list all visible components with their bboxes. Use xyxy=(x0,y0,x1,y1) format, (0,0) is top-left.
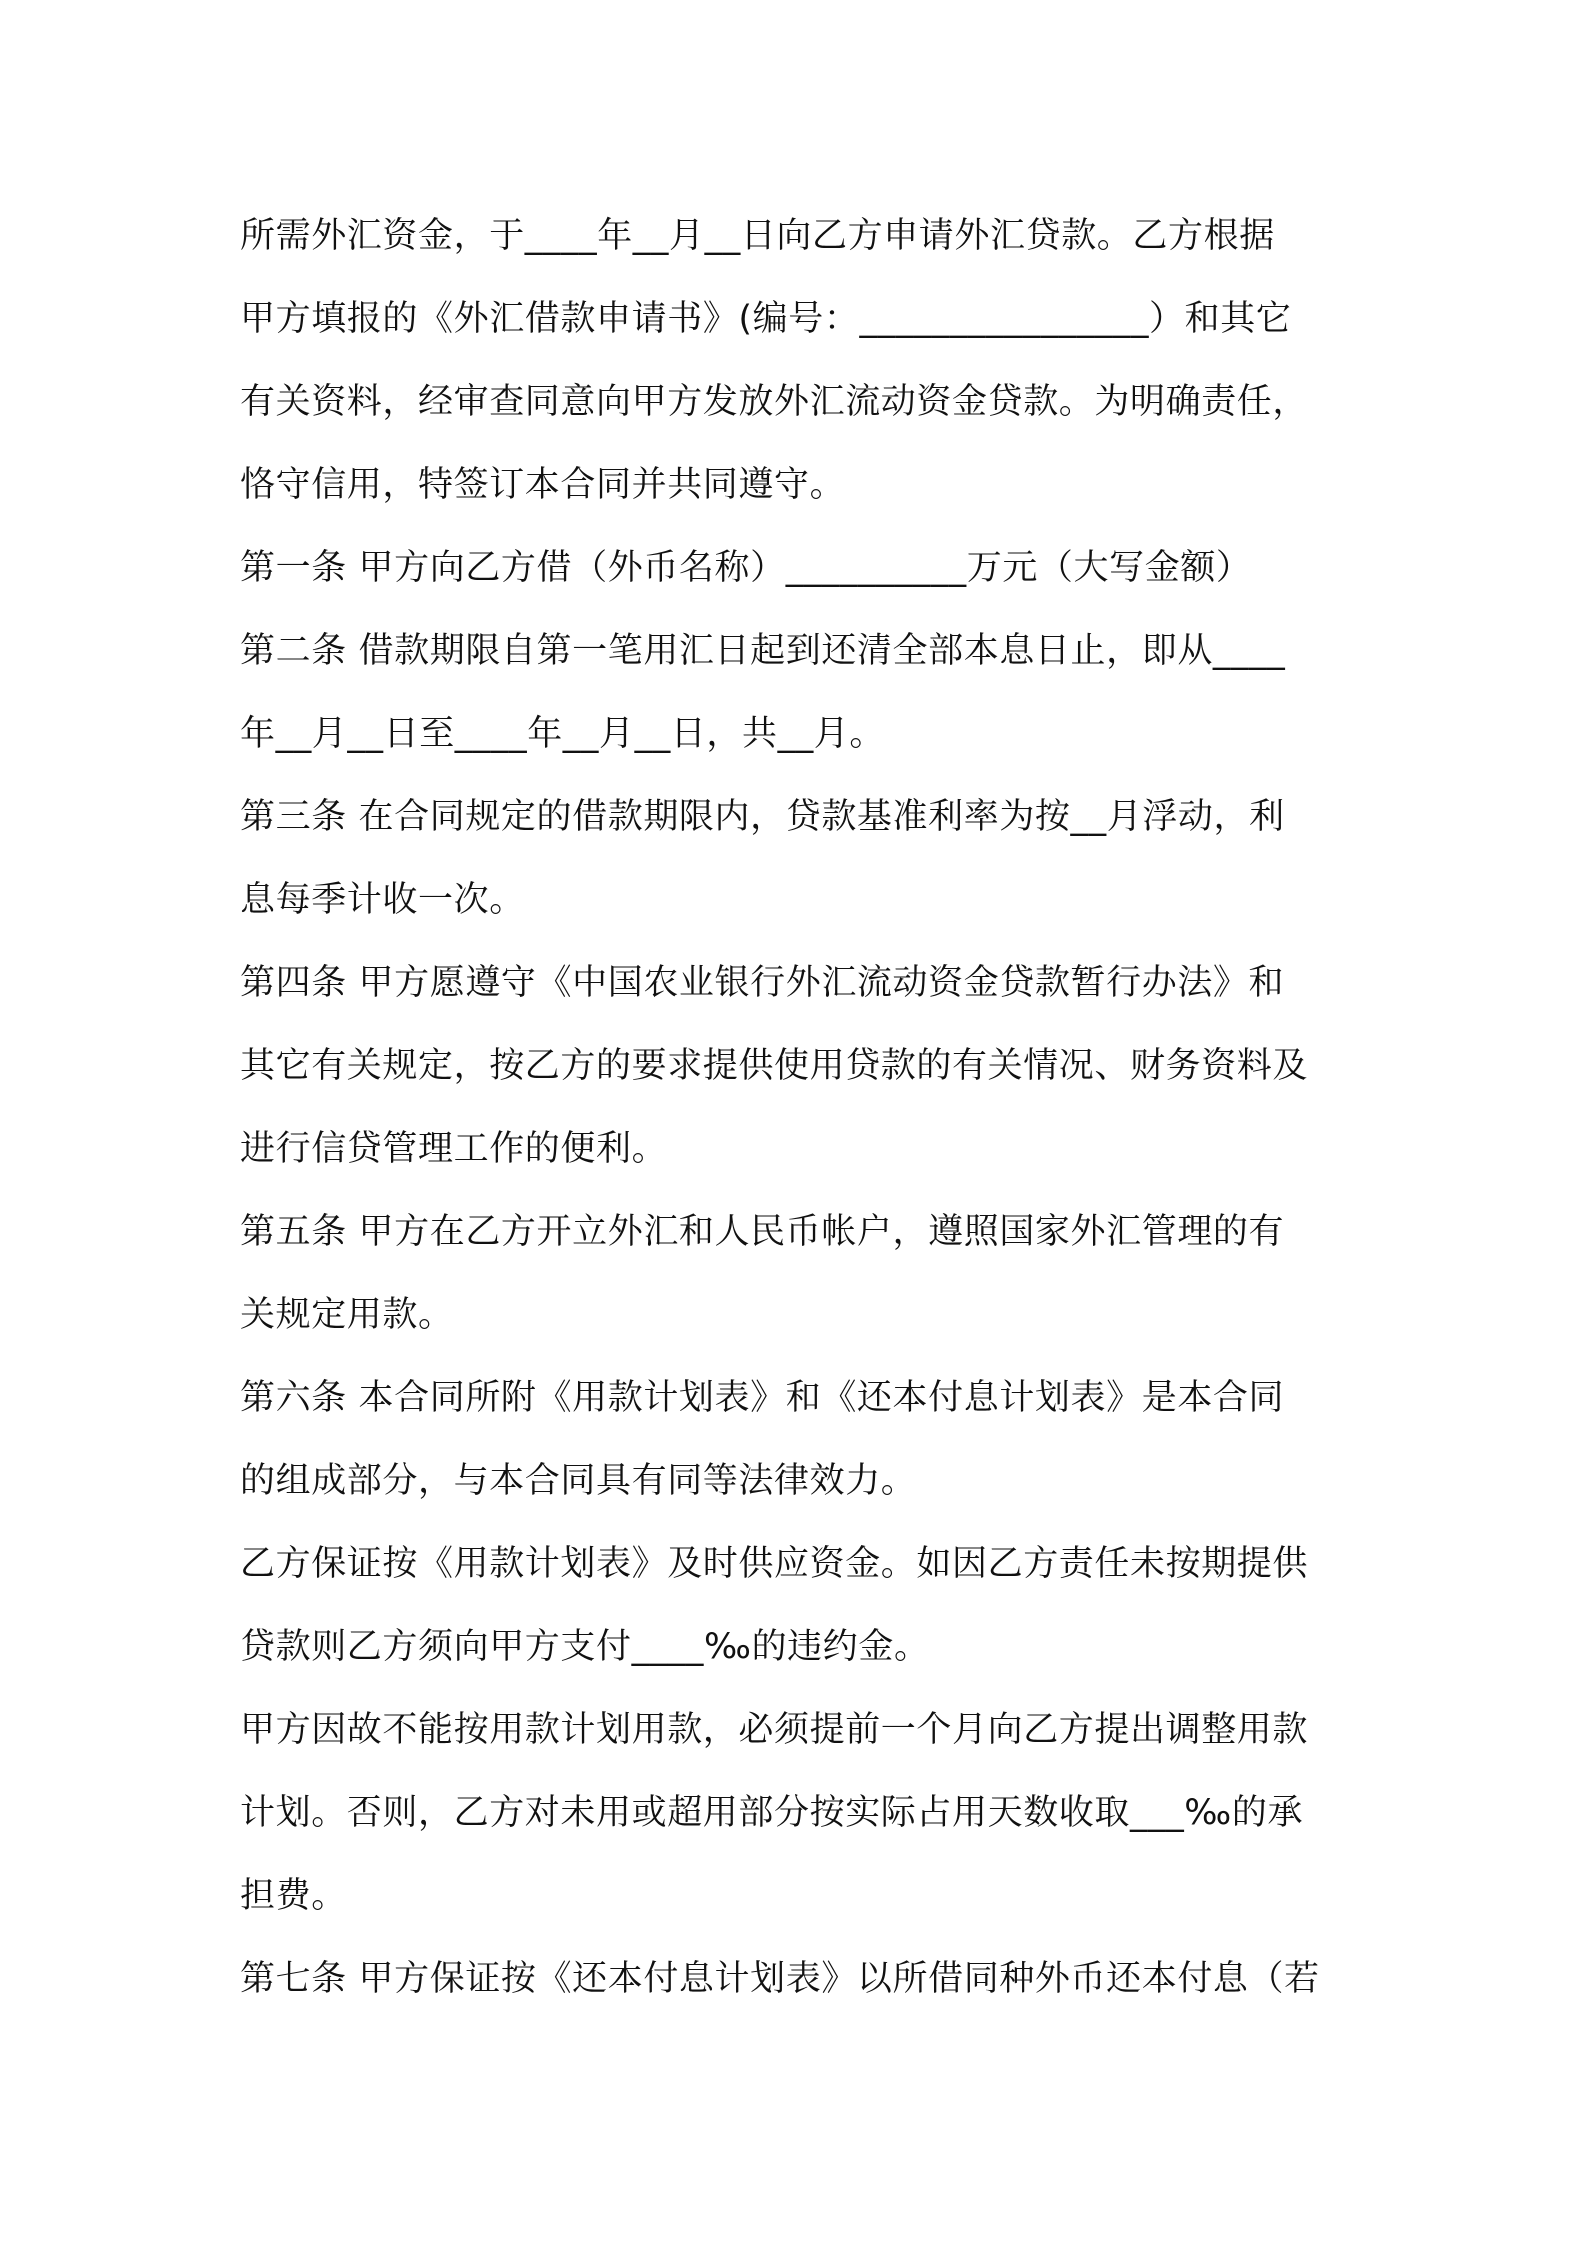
article-1-line: 第一条 甲方向乙方借（外币名称）__________万元（大写金额） xyxy=(240,548,1252,588)
text-line: 贷款则乙方须向甲方支付____‰的违约金。 xyxy=(240,1627,930,1667)
text-line: 其它有关规定，按乙方的要求提供使用贷款的有关情况、财务资料及 xyxy=(240,1046,1309,1086)
article-2-line: 第二条 借款期限自第一笔用汇日起到还清全部本息日止，即从____ xyxy=(240,631,1286,671)
text-line: 所需外汇资金，于____年__月__日向乙方申请外汇贷款。乙方根据 xyxy=(240,216,1275,256)
text-line: 进行信贷管理工作的便利。 xyxy=(240,1129,668,1169)
article-7-line: 第七条 甲方保证按《还本付息计划表》以所借同种外币还本付息（若 xyxy=(240,1959,1320,1999)
text-line: 息每季计收一次。 xyxy=(240,880,525,920)
document-body xyxy=(240,195,1360,2021)
text-line: 年__月__日至____年__月__日，共__月。 xyxy=(240,714,886,754)
text-line: 计划。否则，乙方对未用或超用部分按实际占用天数收取___‰的承 xyxy=(240,1793,1304,1833)
article-5-line: 第五条 甲方在乙方开立外汇和人民币帐户，遵照国家外汇管理的有 xyxy=(240,1212,1285,1252)
text-line: 乙方保证按《用款计划表》及时供应资金。如因乙方责任未按期提供 xyxy=(240,1544,1309,1584)
text-line: 甲方填报的《外汇借款申请书》(编号：________________）和其它 xyxy=(240,299,1292,339)
text-line: 甲方因故不能按用款计划用款，必须提前一个月向乙方提出调整用款 xyxy=(240,1710,1309,1750)
text-line: 有关资料，经审查同意向甲方发放外汇流动资金贷款。为明确责任， xyxy=(240,382,1309,422)
article-6-line: 第六条 本合同所附《用款计划表》和《还本付息计划表》是本合同 xyxy=(240,1378,1285,1418)
article-4-line: 第四条 甲方愿遵守《中国农业银行外汇流动资金贷款暂行办法》和 xyxy=(240,963,1285,1003)
article-3-line: 第三条 在合同规定的借款期限内，贷款基准利率为按__月浮动，利 xyxy=(240,797,1285,837)
text-line: 的组成部分，与本合同具有同等法律效力。 xyxy=(240,1461,917,1501)
text-line: 恪守信用，特签订本合同并共同遵守。 xyxy=(240,465,846,505)
text-line: 担费。 xyxy=(240,1876,347,1916)
text-line: 关规定用款。 xyxy=(240,1295,454,1335)
